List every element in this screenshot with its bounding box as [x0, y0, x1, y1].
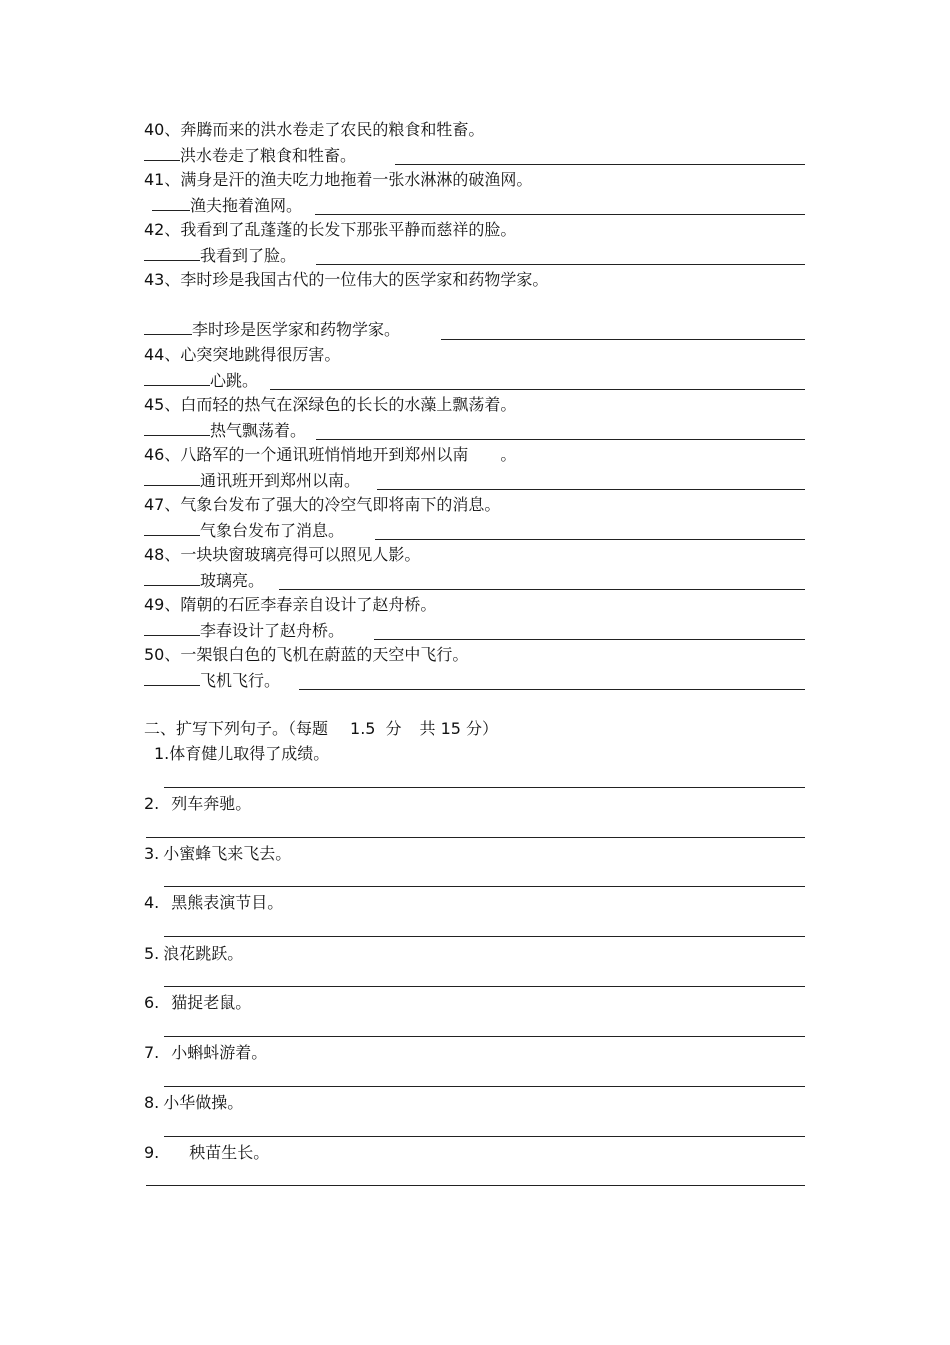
- prefix-blank[interactable]: [144, 620, 200, 636]
- question-number: 44、: [144, 345, 181, 364]
- answer-line[interactable]: [164, 886, 805, 887]
- question-number: 43、: [144, 270, 181, 289]
- answer-line[interactable]: [316, 439, 805, 440]
- total-score: 共 15 分）: [419, 719, 499, 738]
- question-number: 42、: [144, 220, 181, 239]
- reduced-sentence: 飞机飞行。: [200, 671, 281, 690]
- reduced-sentence: 通讯班开到郑州以南。: [200, 471, 361, 490]
- prefix-blank[interactable]: [152, 195, 190, 211]
- score-per-item: 1.5: [350, 719, 376, 738]
- expand-item-9: 9. 秧苗生长。: [144, 1143, 270, 1162]
- prefix-blank[interactable]: [144, 470, 200, 486]
- reduced-sentence: 热气飘荡着。: [210, 421, 307, 440]
- answer-line[interactable]: [164, 1086, 805, 1087]
- section-heading: 二、扩写下列句子。（每题 1.5 分 共 15 分）: [144, 719, 499, 738]
- prefix-blank[interactable]: [144, 570, 200, 586]
- answer-line[interactable]: [299, 689, 805, 690]
- answer-line[interactable]: [441, 339, 805, 340]
- expand-item-8: 8. 小华做操。: [144, 1093, 244, 1112]
- answer-line[interactable]: [374, 639, 805, 640]
- prefix-blank[interactable]: [144, 245, 200, 261]
- answer-line[interactable]: [315, 214, 805, 215]
- question-number: 45、: [144, 395, 181, 414]
- original-sentence: 李时珍是我国古代的一位伟大的医学家和药物学家。: [180, 270, 549, 289]
- original-sentence: 八路军的一个通讯班悄悄地开到郑州以南: [180, 445, 469, 464]
- question-44: [144, 345, 340, 365]
- prefix-blank[interactable]: [144, 520, 200, 536]
- question-48: [144, 545, 420, 565]
- answer-line[interactable]: [164, 787, 805, 788]
- answer-line[interactable]: [395, 164, 805, 165]
- answer-line[interactable]: [270, 389, 805, 390]
- answer-line[interactable]: [377, 489, 805, 490]
- question-number: 49、: [144, 595, 181, 614]
- reduced-sentence: 心跳。: [210, 371, 259, 390]
- answer-line[interactable]: [164, 986, 805, 987]
- reduced-sentence: 玻璃亮。: [200, 571, 265, 590]
- reduced-42: [144, 245, 296, 266]
- reduced-49: [144, 620, 344, 641]
- question-number: 48、: [144, 545, 181, 564]
- reduced-50: [144, 670, 280, 691]
- question-49: [144, 595, 436, 615]
- original-sentence: 白而轻的热气在深绿色的长长的水藻上飘荡着。: [180, 395, 517, 414]
- answer-line[interactable]: [279, 589, 805, 590]
- reduced-sentence: 气象台发布了消息。: [200, 521, 345, 540]
- original-sentence: 一块块窗玻璃亮得可以照见人影。: [180, 545, 421, 564]
- expand-item-1: 1.体育健儿取得了成绩。: [154, 744, 330, 763]
- question-number: 40、: [144, 120, 181, 139]
- original-sentence: 我看到了乱蓬蓬的长发下那张平静而慈祥的脸。: [180, 220, 517, 239]
- question-43: [144, 270, 548, 290]
- question-47: [144, 495, 500, 515]
- question-number: 46、: [144, 445, 181, 464]
- original-sentence: 满身是汗的渔夫吃力地拖着一张水淋淋的破渔网。: [180, 170, 533, 189]
- reduced-45: [144, 420, 306, 441]
- question-45: [144, 395, 516, 415]
- question-40: [144, 120, 484, 140]
- prefix-blank[interactable]: [144, 670, 200, 686]
- reduced-44: [144, 370, 258, 391]
- original-sentence: 气象台发布了强大的冷空气即将南下的消息。: [180, 495, 501, 514]
- reduced-47: [144, 520, 344, 541]
- expand-item-2: 2. 列车奔驰。: [144, 794, 252, 813]
- reduced-sentence: 李时珍是医学家和药物学家。: [192, 320, 401, 339]
- expand-item-4: 4. 黑熊表演节目。: [144, 893, 284, 912]
- answer-line[interactable]: [375, 539, 805, 540]
- reduced-40: [144, 145, 356, 166]
- question-number: 50、: [144, 645, 181, 664]
- answer-line[interactable]: [164, 1136, 805, 1137]
- original-sentence: 一架银白色的飞机在蔚蓝的天空中飞行。: [180, 645, 469, 664]
- prefix-blank[interactable]: [144, 370, 210, 386]
- reduced-sentence: 李春设计了赵舟桥。: [200, 621, 345, 640]
- original-sentence: 心突突地跳得很厉害。: [180, 345, 341, 364]
- prefix-blank[interactable]: [144, 145, 180, 161]
- question-number: 47、: [144, 495, 181, 514]
- expand-item-3: 3. 小蜜蜂飞来飞去。: [144, 844, 292, 863]
- prefix-blank[interactable]: [144, 319, 192, 335]
- question-41: [144, 170, 532, 190]
- reduced-sentence: 洪水卷走了粮食和牲畜。: [180, 146, 357, 165]
- question-50: [144, 645, 468, 665]
- original-sentence: 隋朝的石匠李春亲自设计了赵舟桥。: [180, 595, 437, 614]
- question-number: 41、: [144, 170, 181, 189]
- reduced-48: [144, 570, 264, 591]
- reduced-sentence: 我看到了脸。: [200, 246, 297, 265]
- expand-item-7: 7. 小蝌蚪游着。: [144, 1043, 268, 1062]
- answer-line[interactable]: [146, 1185, 805, 1186]
- question-46: [144, 445, 516, 465]
- sentence-end: 。: [500, 445, 517, 464]
- question-42: [144, 220, 516, 240]
- original-sentence: 奔腾而来的洪水卷走了农民的粮食和牲畜。: [180, 120, 485, 139]
- reduced-sentence: 渔夫拖着渔网。: [190, 196, 303, 215]
- reduced-41: [152, 195, 302, 216]
- reduced-46: [144, 470, 360, 491]
- prefix-blank[interactable]: [144, 420, 210, 436]
- expand-item-5: 5. 浪花跳跃。: [144, 944, 244, 963]
- expand-item-6: 6. 猫捉老鼠。: [144, 993, 252, 1012]
- reduced-43: [144, 319, 400, 340]
- answer-line[interactable]: [146, 837, 805, 838]
- answer-line[interactable]: [164, 936, 805, 937]
- answer-line[interactable]: [164, 1036, 805, 1037]
- answer-line[interactable]: [316, 264, 805, 265]
